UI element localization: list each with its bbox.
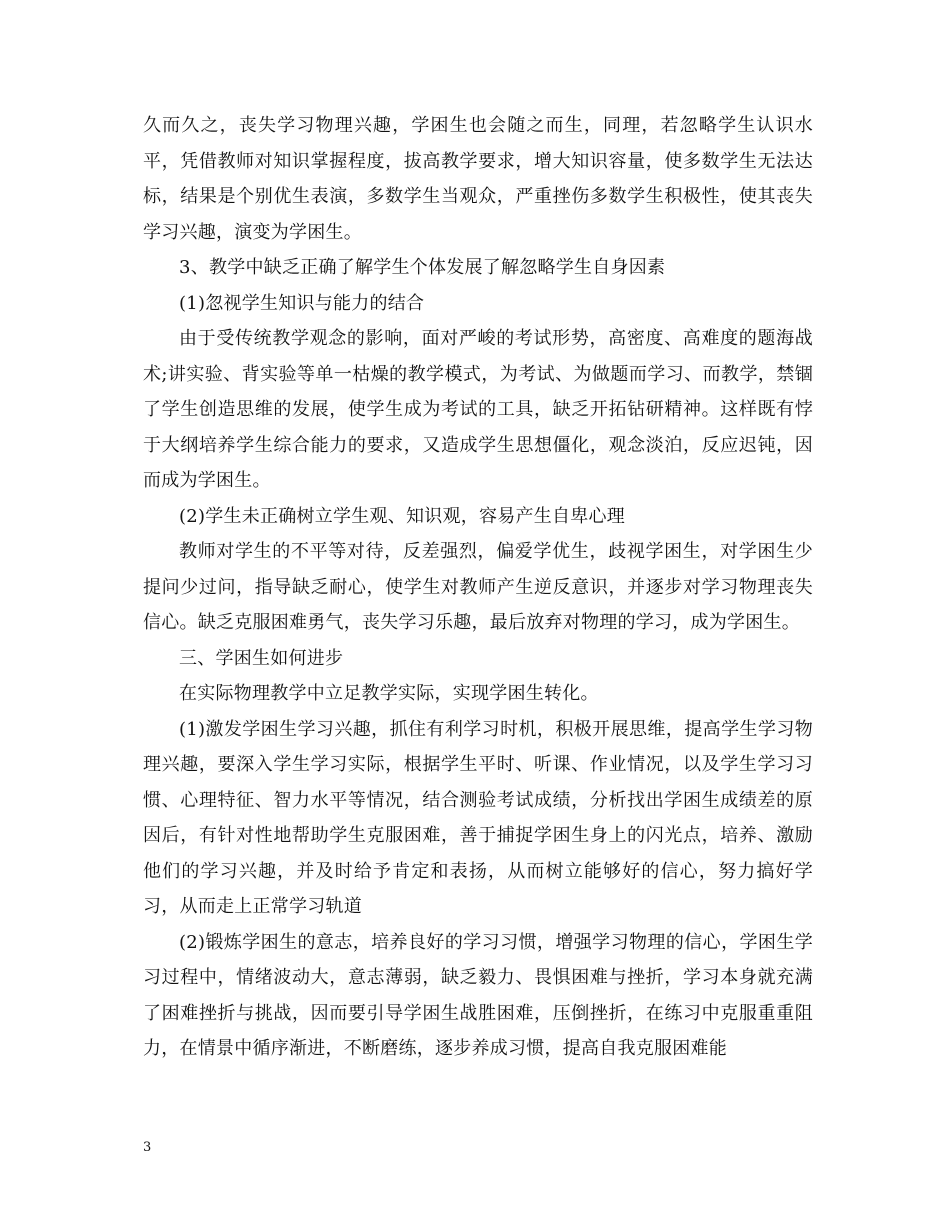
page-body xyxy=(143,108,813,1067)
subheading-1: (1)忽视学生知识与能力的结合 xyxy=(179,292,425,314)
paragraph-1: 久而久之，丧失学习物理兴趣，学困生也会随之而生，同理，若忽略学生认识水平，凭借教师对知识掌握程度，拔高教学要求，增大知识容量，使多数学生无法达标，结果是个别优生表演，多数学生当观众，严重挫伤多数学生积极性，使其丧失学习兴趣，演变为学困生。 xyxy=(143,115,813,243)
section-heading-three: 三、学困生如何进步 xyxy=(179,647,344,669)
section-heading-3: 3、教学中缺乏正确了解学生个体发展了解忽略学生自身因素 xyxy=(179,257,666,278)
paragraph-6: (2)锻炼学困生的意志，培养良好的学习习惯，增强学习物理的信心，学困生学习过程中，情绪波动大，意志薄弱，缺乏毅力、畏惧困难与挫折，学习本身就充满了困难挫折与挑战，因而要引导学困生战胜困难，压倒挫折，在练习中克服重重阻力，在情景中循序渐进，不断磨练，逐步养成习惯，提高自我克服困难能 xyxy=(143,931,813,1059)
page-number: 3 xyxy=(143,1140,152,1155)
paragraph-2: 由于受传统教学观念的影响，面对严峻的考试形势，高密度、高难度的题海战术;讲实验、背实验等单一枯燥的教学模式，为考试、为做题而学习、而教学，禁锢了学生创造思维的发展，使学生成为考试的工具，缺乏开拓钻研精神。这样既有悖于大纲培养学生综合能力的要求，又造成学生思想僵化，观念淡泊，反应迟钝，因而成为学困生。 xyxy=(143,328,813,491)
paragraph-4: 在实际物理教学中立足教学实际，实现学困生转化。 xyxy=(179,683,599,704)
paragraph-5: (1)激发学困生学习兴趣，抓住有利学习时机，积极开展思维，提高学生学习物理兴趣，要深入学生学习实际，根据学生平时、听课、作业情况，以及学生学习习惯、心理特征、智力水平等情况，结合测验考试成绩，分析找出学困生成绩差的原因后，有针对性地帮助学生克服困难，善于捕捉学困生身上的闪光点，培养、激励他们的学习兴趣，并及时给予肯定和表扬，从而树立能够好的信心，努力搞好学习，从而走上正常学习轨道 xyxy=(143,718,813,917)
subheading-2: (2)学生未正确树立学生观、知识观，容易产生自卑心理 xyxy=(179,505,625,527)
paragraph-3: 教师对学生的不平等对待，反差强烈，偏爱学优生，歧视学困生，对学困生少提问少过问，指导缺乏耐心，使学生对教师产生逆反意识，并逐步对学习物理丧失信心。缺乏克服困难勇气，丧失学习乐趣，最后放弃对物理的学习，成为学困生。 xyxy=(143,541,813,633)
